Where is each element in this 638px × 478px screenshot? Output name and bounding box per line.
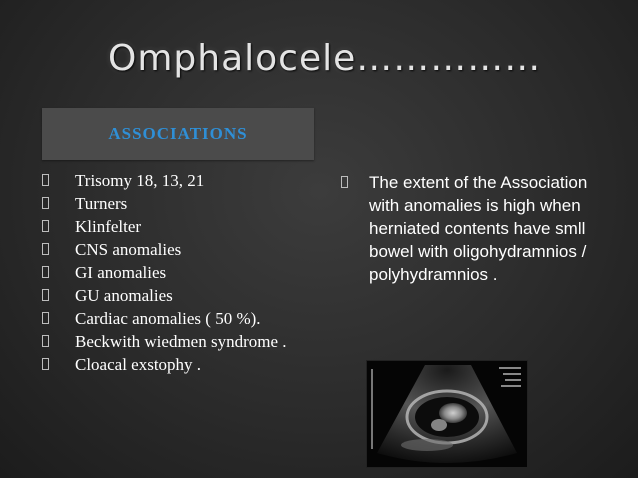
list-item [42,355,292,374]
square-bullet-icon [42,312,49,324]
associations-list [42,171,292,378]
list-item-text: GU anomalies [75,286,173,305]
square-bullet-icon [42,197,49,209]
square-bullet-icon [42,174,49,186]
list-item-text: Cloacal exstophy . [75,355,202,374]
list-item [42,171,292,190]
square-bullet-icon [42,289,49,301]
square-bullet-icon [341,176,348,188]
list-item-text: CNS anomalies [75,240,182,259]
readout-line [503,373,521,375]
square-bullet-icon [42,358,49,370]
square-bullet-icon [42,335,49,347]
ultrasound-scan-icon [367,361,527,467]
associations-header: ASSOCIATIONS [108,124,248,143]
list-item-text: GI anomalies [75,263,167,282]
slide-title: Omphalocele…………… [108,38,542,79]
list-item [42,332,292,351]
list-item-text: Klinfelter [75,217,142,236]
list-item-text: Cardiac anomalies ( 50 %). [75,309,261,328]
list-item [42,217,292,236]
herniated-sac [431,419,447,431]
square-bullet-icon [42,220,49,232]
list-item-text: Beckwith wiedmen syndrome . [75,332,287,351]
placenta [401,439,453,451]
square-bullet-icon [42,266,49,278]
list-item [42,194,292,213]
note-list [341,171,591,286]
list-item-text: Turners [75,194,128,213]
ultrasound-image [366,360,528,468]
note-text: The extent of the Association with anomalies is high when herniated contents have smll bowel with oligohydramnios / polyhydramnios . [369,173,588,284]
associations-header-box [42,108,314,160]
list-item [42,309,292,328]
list-item-text: Trisomy 18, 13, 21 [75,171,205,190]
list-item [42,286,292,305]
readout-line [501,385,521,387]
list-item [42,240,292,259]
depth-scale [371,369,373,449]
list-item [42,263,292,282]
note-item [341,171,591,286]
square-bullet-icon [42,243,49,255]
readout-line [499,367,521,369]
readout-line [505,379,521,381]
